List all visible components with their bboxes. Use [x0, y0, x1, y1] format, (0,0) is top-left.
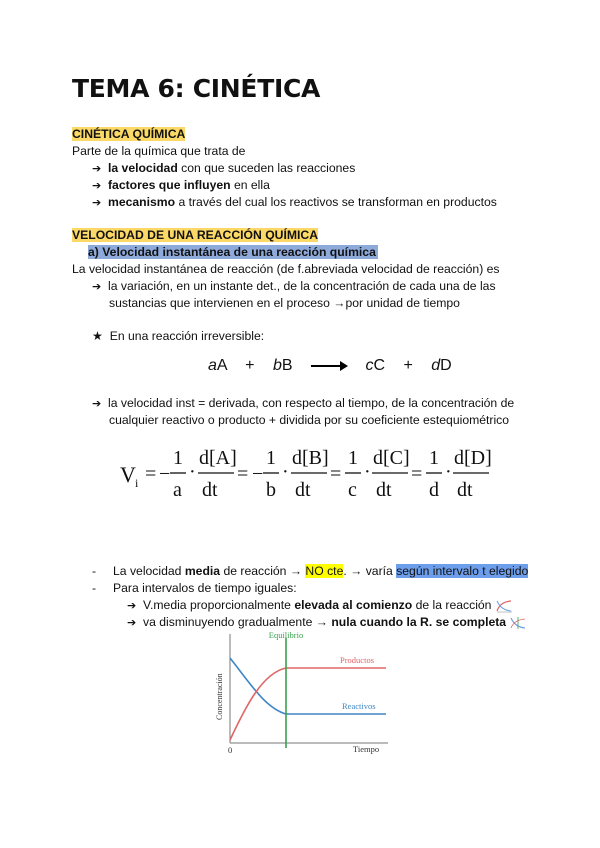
- item-text: con que suceden las reacciones: [177, 161, 356, 175]
- dash-text: de reacción →: [220, 564, 306, 578]
- dash-bold: media: [184, 564, 221, 578]
- dash-item: [92, 580, 297, 596]
- formula-den-dt: dt: [202, 479, 218, 501]
- list-item: [92, 160, 355, 177]
- highlight-no-cte: NO cte: [305, 564, 344, 578]
- arrow-icon: ➔: [127, 600, 137, 612]
- arrow-icon: ➔: [92, 281, 102, 293]
- formula-minus: −: [159, 463, 171, 485]
- formula-eq: =: [330, 463, 342, 485]
- reaction-equation: [208, 357, 452, 375]
- species-A: A: [216, 357, 227, 374]
- equilibrium-label: Equilibrio: [268, 630, 304, 640]
- formula-den-dt: dt: [457, 479, 473, 501]
- x-origin-label: 0: [228, 745, 233, 755]
- y-axis-label: Concentración: [215, 673, 224, 720]
- list-item: [92, 194, 497, 211]
- list-item: [92, 177, 270, 194]
- species-B: B: [281, 357, 293, 374]
- formula-num-1: 1: [173, 447, 183, 469]
- arrow-icon: ➔: [92, 180, 102, 192]
- section-intro: Parte de la química que trata de: [72, 144, 246, 158]
- formula-num-dD: d[D]: [454, 447, 492, 469]
- falling-curve-icon: [509, 616, 527, 630]
- concentration-chart: [210, 628, 395, 758]
- section-heading-text: VELOCIDAD DE UNA REACCIÓN QUÍMICA: [72, 228, 319, 242]
- formula-num-1: 1: [266, 447, 276, 469]
- paragraph: La velocidad instantánea de reacción (de f.abreviada velocidad de reacción) es: [72, 262, 500, 276]
- legend-productos: Productos: [340, 655, 374, 665]
- list-item: [92, 278, 496, 295]
- formula-num-dB: d[B]: [292, 447, 329, 469]
- formula-num-1: 1: [348, 447, 358, 469]
- formula-den-b: b: [266, 479, 276, 501]
- dash-text: La velocidad: [113, 564, 185, 578]
- formula-num-1: 1: [429, 447, 439, 469]
- rising-curve-icon: [495, 599, 513, 613]
- item-text-continued: cualquier reactivo o producto + dividida por su coeficiente estequiométrico: [109, 413, 510, 427]
- section-heading-velocidad: [72, 227, 318, 243]
- arrow-icon: ➔: [92, 197, 102, 209]
- section-heading-cinetica: [72, 126, 185, 142]
- subsection-heading: [88, 244, 378, 260]
- dash-item: [92, 563, 528, 579]
- coef-d: d: [431, 357, 441, 374]
- star-icon: ★: [92, 329, 103, 343]
- subsection-heading-text: a) Velocidad instantánea de una reacción química: [88, 245, 376, 259]
- item-text: en ella: [230, 178, 270, 192]
- arrow-icon: ➔: [127, 617, 137, 629]
- item-text: la variación, en un instante det., de la concentración de cada una de las: [108, 279, 496, 293]
- plus-sign: +: [245, 357, 255, 374]
- formula-eq: =: [237, 463, 249, 485]
- coef-c: c: [365, 357, 374, 374]
- item-text-continued: sustancias que intervienen en el proceso →por unidad de tiempo: [109, 296, 460, 310]
- formula-eq: =: [145, 463, 157, 485]
- item-text: de la reacción: [412, 598, 492, 612]
- formula-den-d: d: [429, 479, 439, 501]
- highlight-intervalo: según intervalo t elegido: [396, 564, 529, 578]
- item-bold: nula cuando la R. se completa: [331, 615, 507, 629]
- list-item: [92, 328, 264, 344]
- rate-formula: [118, 436, 493, 506]
- dash-bullet: -: [92, 581, 97, 595]
- item-bold: factores que influyen: [108, 178, 231, 192]
- item-text: la velocidad inst = derivada, con respecto al tiempo, de la concentración de: [108, 396, 515, 410]
- dash-text: . → varía: [343, 564, 397, 578]
- formula-minus: −: [252, 463, 264, 485]
- plus-sign: +: [403, 357, 413, 374]
- item-text: V.media proporcionalmente: [143, 598, 295, 612]
- formula-dot: ·: [189, 461, 196, 483]
- legend-reactivos: Reactivos: [342, 701, 376, 711]
- formula-V: V: [120, 462, 136, 487]
- formula-den-c: c: [348, 479, 357, 501]
- item-text: va disminuyendo gradualmente →: [143, 615, 332, 629]
- item-bold: elevada al comienzo: [294, 598, 413, 612]
- item-text: En una reacción irreversible:: [109, 329, 265, 343]
- coef-a: a: [208, 357, 217, 374]
- formula-sub-i: i: [135, 476, 139, 490]
- species-D: D: [440, 357, 452, 374]
- arrow-icon: ➔: [92, 163, 102, 175]
- arrow-icon: ➔: [92, 398, 102, 410]
- formula-dot: ·: [364, 461, 371, 483]
- reaction-arrow-icon: [309, 360, 349, 372]
- formula-den-dt: dt: [376, 479, 392, 501]
- species-C: C: [373, 357, 385, 374]
- formula-eq: =: [411, 463, 423, 485]
- formula-den-a: a: [173, 479, 182, 501]
- item-text: a través del cual los reactivos se transforman en productos: [175, 195, 497, 209]
- page-title: TEMA 6: CINÉTICA: [72, 74, 321, 103]
- dash-bullet: -: [92, 564, 97, 578]
- formula-dot: ·: [282, 461, 289, 483]
- dash-text: Para intervalos de tiempo iguales:: [113, 581, 297, 595]
- x-axis-label: Tiempo: [353, 744, 380, 754]
- section-heading-text: CINÉTICA QUÍMICA: [72, 127, 186, 141]
- list-item: [92, 395, 514, 412]
- formula-num-dC: d[C]: [373, 447, 410, 469]
- coef-b: b: [272, 357, 282, 374]
- formula-dot: ·: [445, 461, 452, 483]
- formula-num-dA: d[A]: [199, 447, 237, 469]
- item-bold: la velocidad: [108, 161, 178, 175]
- sub-list-item: [127, 597, 513, 614]
- item-bold: mecanismo: [108, 195, 176, 209]
- formula-den-dt: dt: [295, 479, 311, 501]
